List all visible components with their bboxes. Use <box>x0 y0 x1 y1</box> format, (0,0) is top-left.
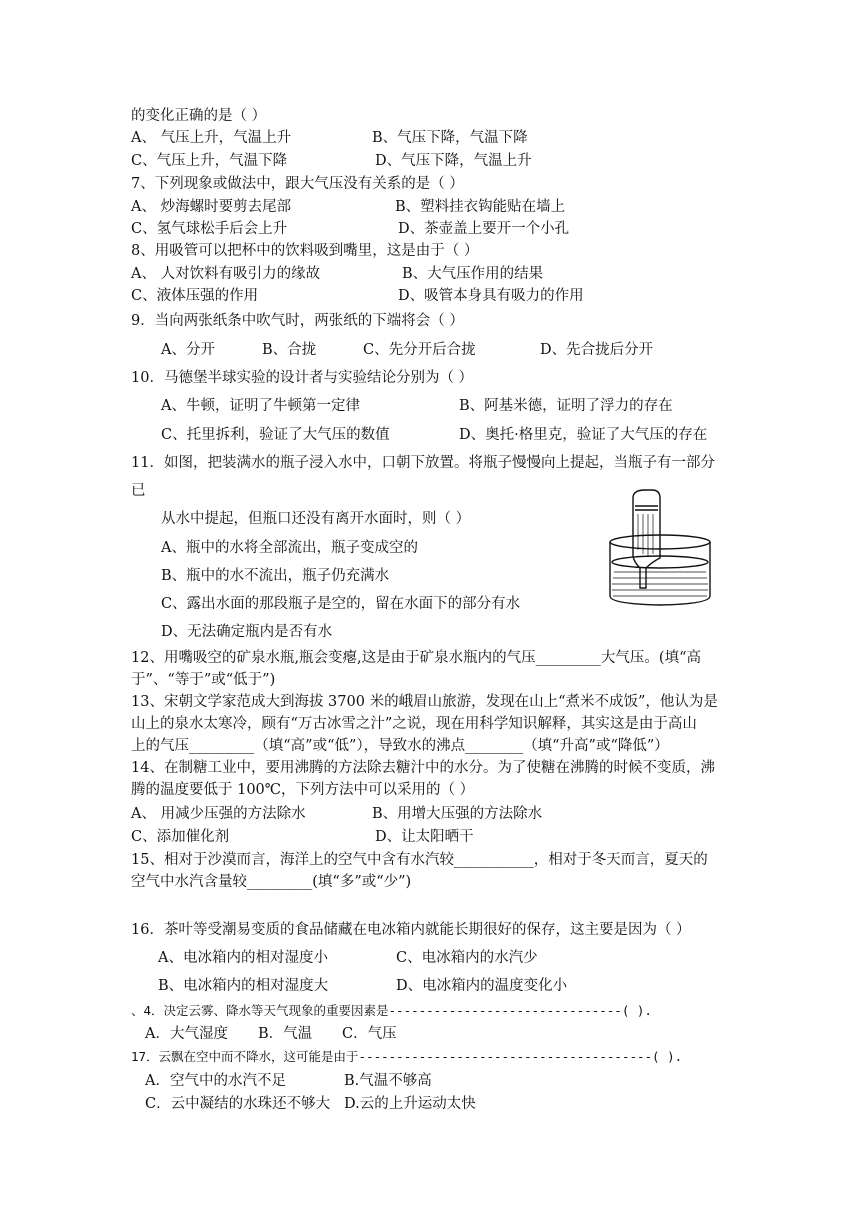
q13-line2: 山上的泉水太寒冷，顾有“万古冰雪之汁”之说，现在用科学知识解释，其实这是由于高山 <box>131 716 697 732</box>
q14-line1: 14、在制糖工业中，要用沸腾的方法除去糖汁中的水分。为了使糖在沸腾的时候不变质，沸 <box>131 760 715 776</box>
q15-line2: 空气中水汽含量较_________(填“多”或“少”) <box>131 874 412 890</box>
q7-option-b: B、塑料挂衣钩能贴在墙上 <box>395 199 566 215</box>
q9-option-d: D、先合拢后分开 <box>540 342 654 358</box>
q16-option-b: B、电冰箱内的相对湿度大 <box>158 978 329 994</box>
q16-option-d: D、电冰箱内的温度变化小 <box>396 978 568 994</box>
q6-option-a: A、 气压上升，气温上升 <box>131 130 292 146</box>
bottle-in-water-figure <box>600 484 720 610</box>
q9-option-b: B、合拢 <box>262 342 317 358</box>
q10-option-d: D、奥托·格里克，验证了大气压的存在 <box>459 427 708 443</box>
q8-option-d: D、吸管本身具有吸力的作用 <box>398 288 584 304</box>
q9-stem: 9．当向两张纸条中吹气时，两张纸的下端将会（ ） <box>131 313 464 329</box>
q11-stem-line2: 已 <box>131 483 146 499</box>
q17-option-a: A．空气中的水汽不足 <box>145 1073 286 1089</box>
q15-line1: 15、相对于沙漠而言，海洋上的空气中含有水汽较___________，相对于冬天而言，夏天的 <box>131 852 708 868</box>
q4-option-c: C．气压 <box>342 1026 397 1042</box>
q10-option-c: C、托里拆利，验证了大气压的数值 <box>161 427 390 443</box>
q17-option-b: B.气温不够高 <box>344 1073 432 1089</box>
q17-option-c: C．云中凝结的水珠还不够大 <box>145 1096 331 1112</box>
q4-stem: 、4．决定云雾、降水等天气现象的重要因素是-------------------------------( ). <box>131 1003 652 1018</box>
q7-stem: 7、下列现象或做法中，跟大气压没有关系的是（ ） <box>131 176 464 192</box>
q16-stem: 16．茶叶等受潮易变质的食品储藏在电冰箱内就能长期很好的保存，这主要是因为（ ） <box>131 922 691 938</box>
q11-option-b: B、瓶中的水不流出，瓶子仍充满水 <box>161 568 390 584</box>
q13-line1: 13、宋朝文学家范成大到海拔 3700 米的峨眉山旅游，发现在山上“煮米不成饭”，他认为是 <box>131 694 718 710</box>
q4-option-a: A．大气湿度 <box>145 1026 228 1042</box>
q11-option-d: D、无法确定瓶内是否有水 <box>161 624 333 640</box>
q10-stem: 10．马德堡半球实验的设计者与实验结论分别为（ ） <box>131 370 474 386</box>
q6-option-c: C、气压上升，气温下降 <box>131 153 288 169</box>
q8-stem: 8、用吸管可以把杯中的饮料吸到嘴里，这是由于（ ） <box>131 243 479 259</box>
q10-option-b: B、阿基米德，证明了浮力的存在 <box>459 398 673 414</box>
q14-line2: 腾的温度要低于 100℃，下列方法中可以采用的（ ） <box>131 782 475 798</box>
q14-option-a: A、 用减少压强的方法除水 <box>131 806 306 822</box>
q16-option-c: C、电冰箱内的水汽少 <box>396 950 538 966</box>
q17-stem: 17．云飘在空中而不降水，这可能是由于---------------------------------------( ). <box>131 1049 683 1064</box>
q13-line3: 上的气压_________（填“高”或“低”），导致水的沸点________（填“升高”或“降低”） <box>131 738 669 754</box>
q11-option-a: A、瓶中的水将全部流出，瓶子变成空的 <box>161 540 418 556</box>
q14-option-b: B、用增大压强的方法除水 <box>372 806 543 822</box>
q14-option-c: C、添加催化剂 <box>131 829 230 845</box>
q7-option-d: D、茶壶盖上要开一个小孔 <box>398 221 570 237</box>
q14-option-d: D、让太阳晒干 <box>375 829 474 845</box>
q11-option-c: C、露出水面的那段瓶子是空的，留在水面下的部分有水 <box>161 596 521 612</box>
q7-option-c: C、氢气球松手后会上升 <box>131 221 288 237</box>
q6-option-d: D、气压下降，气温上升 <box>375 153 532 169</box>
q12-line1: 12、用嘴吸空的矿泉水瓶,瓶会变瘪,这是由于矿泉水瓶内的气压_________大气压。(填“高 <box>131 650 701 666</box>
q8-option-c: C、液体压强的作用 <box>131 288 259 304</box>
q9-option-c: C、先分开后合拢 <box>363 342 476 358</box>
q6-option-b: B、气压下降，气温下降 <box>372 130 528 146</box>
q4-option-b: B．气温 <box>258 1026 313 1042</box>
q9-option-a: A、分开 <box>161 342 215 358</box>
q16-option-a: A、电冰箱内的相对湿度小 <box>158 950 328 966</box>
q10-option-a: A、牛顿，证明了牛顿第一定律 <box>161 398 360 414</box>
q6-stem: 的变化正确的是（ ） <box>131 108 267 124</box>
q17-option-d: D.云的上升运动太快 <box>344 1096 476 1112</box>
q8-option-b: B、大气压作用的结果 <box>402 266 544 282</box>
q7-option-a: A、 炒海螺时要剪去尾部 <box>131 199 292 215</box>
q11-stem-line1: 11．如图，把装满水的瓶子浸入水中，口朝下放置。将瓶子慢慢向上提起，当瓶子有一部分 <box>131 455 715 471</box>
q12-line2: 于”、“等于”或“低于”) <box>131 672 276 688</box>
q8-option-a: A、 人对饮料有吸引力的缘故 <box>131 266 321 282</box>
q11-stem-line3: 从水中提起，但瓶口还没有离开水面时，则（ ） <box>161 511 471 527</box>
